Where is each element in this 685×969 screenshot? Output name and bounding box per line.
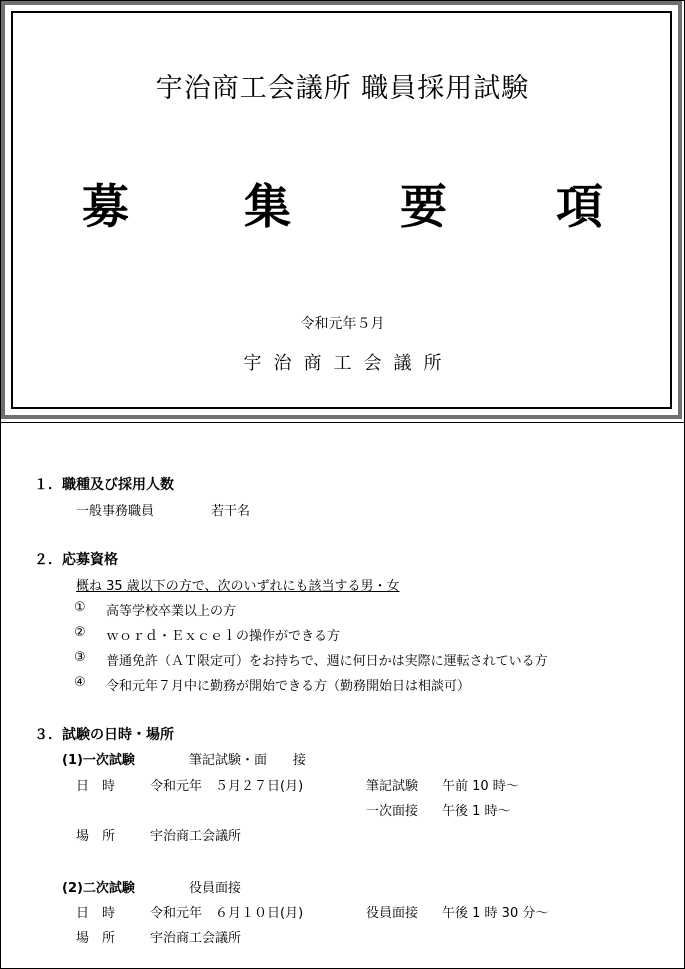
- item-number: ①: [74, 600, 86, 615]
- cover-date: 令和元年５月: [300, 316, 385, 332]
- item-number: ③: [74, 650, 86, 665]
- qualification-intro: 概ね 35 歳以下の方で、次のいずれにも該当する男・女: [76, 579, 400, 594]
- qualification-item: 令和元年７月中に勤務が開始できる方（勤務開始日は相談可）: [106, 679, 471, 694]
- heading-char: 項: [556, 180, 603, 235]
- schedule-type: 一次面接: [366, 804, 419, 819]
- first-exam-type: 筆記試験・面 接: [189, 753, 307, 768]
- section3-heading: ３．試験の日時・場所: [34, 727, 174, 743]
- cover-organization: 宇治商工会議所: [243, 353, 454, 374]
- first-exam-place: 宇治商工会議所: [150, 829, 242, 844]
- item-number: ④: [74, 675, 86, 690]
- heading-char: 集: [244, 180, 291, 235]
- section1-heading: １．職種及び採用人数: [34, 477, 174, 493]
- schedule-type: 役員面接: [366, 906, 419, 921]
- second-exam-label: (2)二次試験: [62, 881, 135, 896]
- schedule-time: 午後 1 時～: [442, 804, 511, 819]
- qualification-item: 普通免許（ＡＴ限定可）をお持ちで、週に何日かは実際に運転されている方: [106, 654, 548, 669]
- heading-char: 要: [400, 180, 447, 235]
- job-title: 一般事務職員: [76, 504, 155, 519]
- place-label: 場 所: [76, 829, 116, 844]
- second-exam-place: 宇治商工会議所: [150, 931, 242, 946]
- second-exam-date: 令和元年 ６月１０日(月): [150, 906, 304, 921]
- qualification-item: 高等学校卒業以上の方: [106, 604, 237, 619]
- first-exam-label: (1)一次試験: [62, 753, 135, 768]
- heading-char: 募: [82, 180, 129, 235]
- first-exam-date: 令和元年 ５月２７日(月): [150, 779, 304, 794]
- place-label: 場 所: [76, 931, 116, 946]
- schedule-type: 筆記試験: [366, 779, 419, 794]
- divider: [0, 422, 685, 423]
- cover-title: 宇治商工会議所 職員採用試験: [155, 73, 530, 104]
- qualification-item: ｗｏｒｄ・Ｅｘｃｅｌの操作ができる方: [106, 629, 341, 644]
- date-label: 日 時: [76, 906, 116, 921]
- second-exam-type: 役員面接: [189, 881, 242, 896]
- date-label: 日 時: [76, 779, 116, 794]
- section2-heading: ２．応募資格: [34, 552, 118, 568]
- hire-count: 若干名: [211, 504, 251, 519]
- item-number: ②: [74, 625, 86, 640]
- schedule-time: 午前 10 時～: [442, 779, 519, 794]
- schedule-time: 午後 1 時 30 分～: [442, 906, 549, 921]
